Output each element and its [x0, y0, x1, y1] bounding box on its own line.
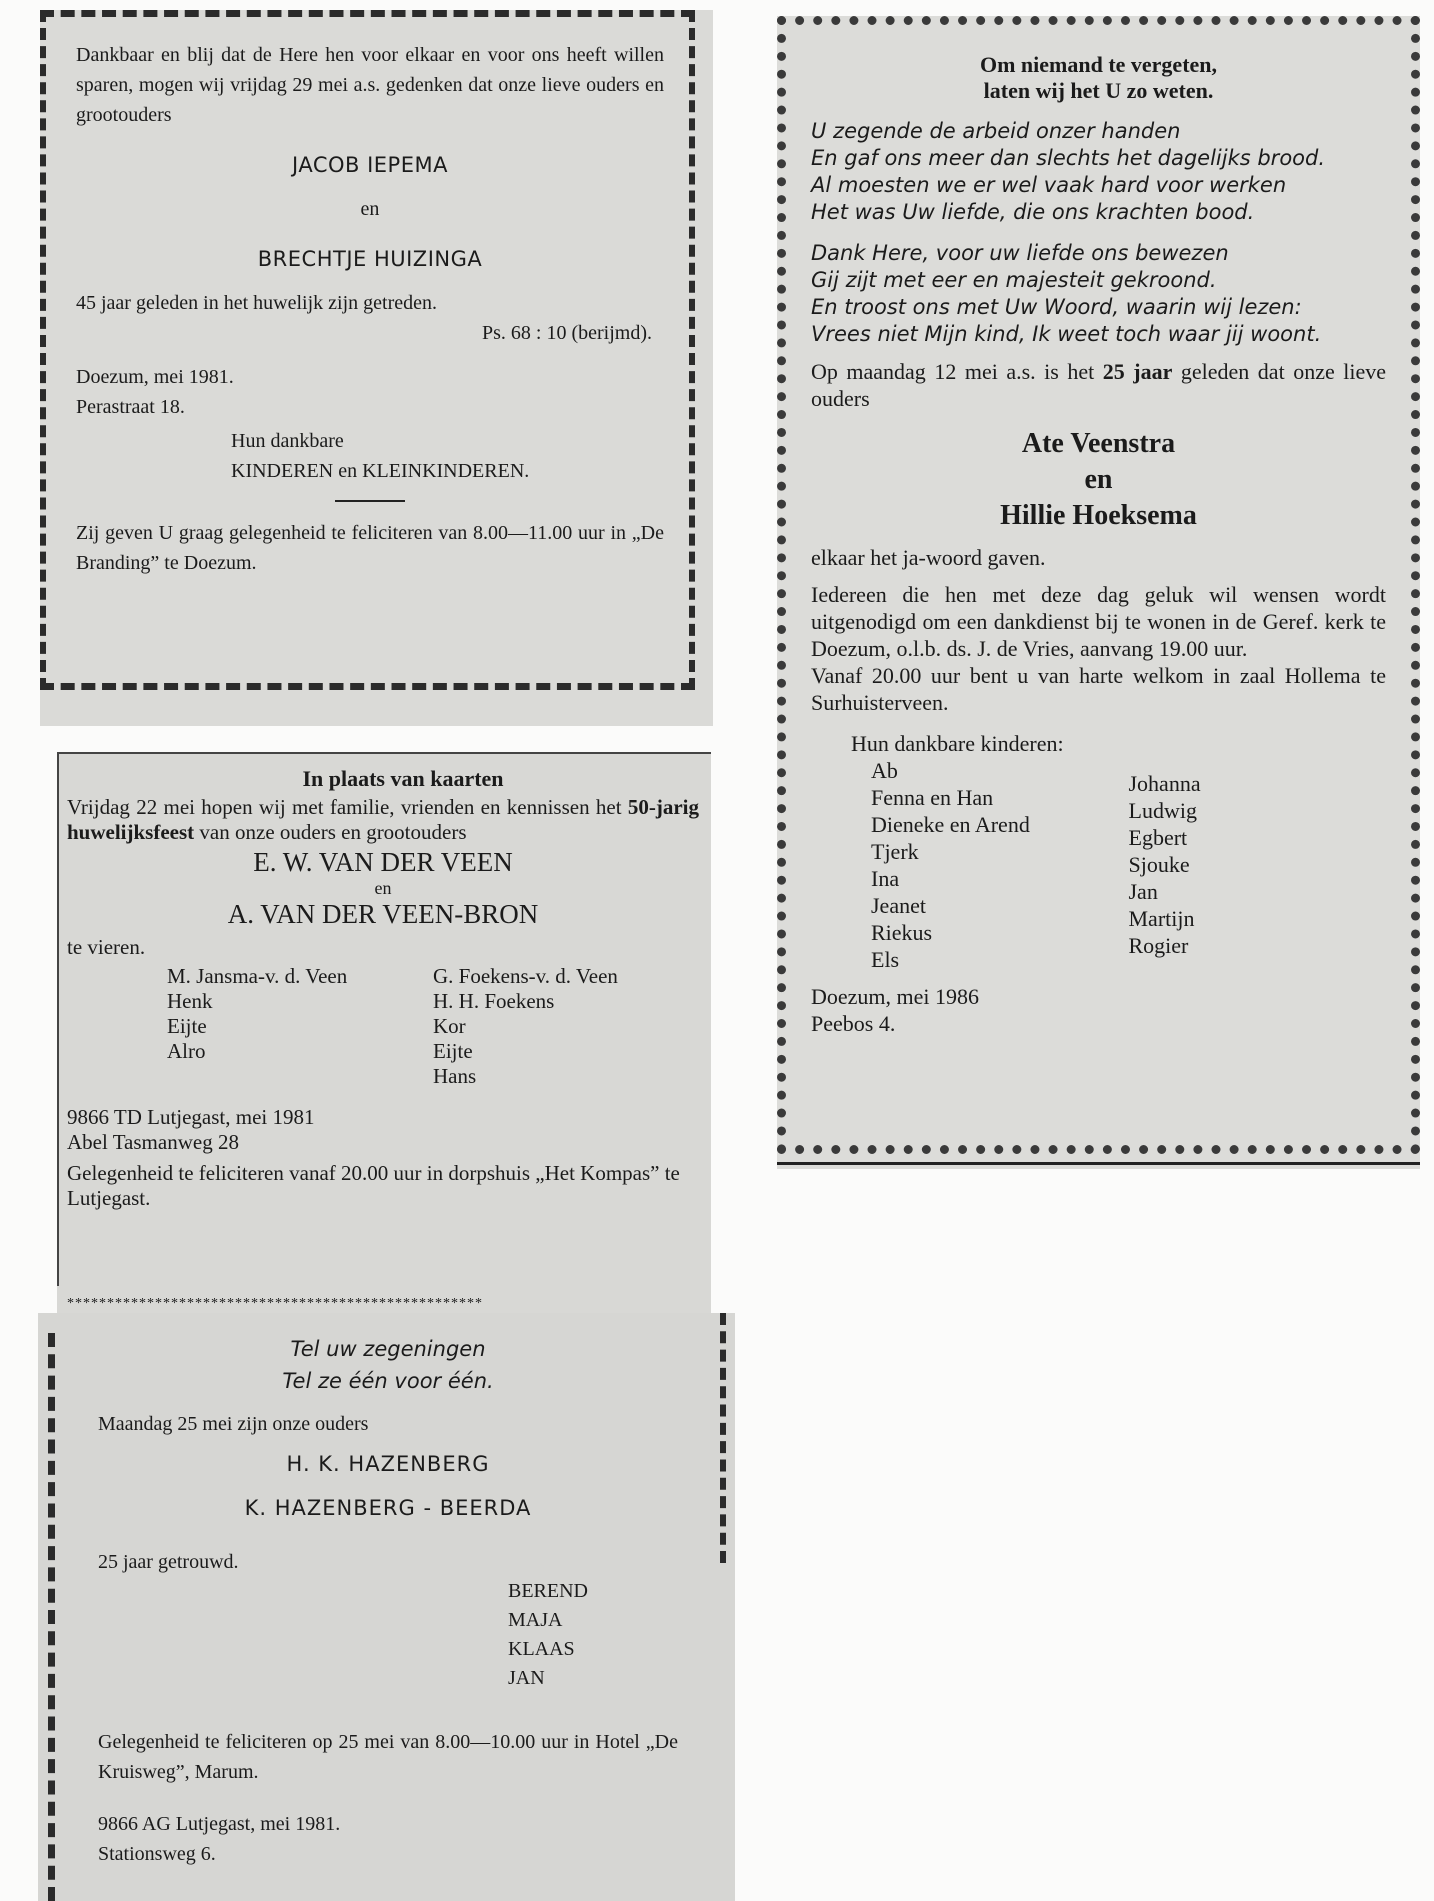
name-husband: H. K. HAZENBERG: [286, 1452, 490, 1476]
clipping-veenstra: [777, 16, 1420, 1169]
clipping-hazenberg: [38, 1313, 735, 1901]
child-name: Jeanet: [871, 893, 926, 918]
top-rule: [57, 752, 711, 754]
child-name: Eijte: [167, 1014, 207, 1038]
child-name: Egbert: [1128, 825, 1188, 850]
poem-line: U zegende de arbeid onzer handen: [811, 119, 1181, 143]
intro-part-a: Op maandag 12 mei a.s. is het: [811, 359, 1103, 384]
child-name: Martijn: [1128, 906, 1195, 931]
address-line-2: Abel Tasmanweg 28: [67, 1130, 239, 1154]
child-name: Alro: [167, 1039, 206, 1063]
children-right: [1129, 757, 1387, 973]
children-columns: [871, 757, 1386, 973]
address-line-1: 9866 TD Lutjegast, mei 1981: [67, 1105, 315, 1129]
place-date: Doezum, mei 1981.: [76, 366, 234, 388]
child-name: G. Foekens-v. d. Veen: [433, 964, 618, 988]
star-border: ****************************************************: [67, 1296, 483, 1311]
years-text: 25 jaar getrouwd.: [98, 1551, 239, 1573]
name-wife: Hillie Hoeksema: [1000, 500, 1197, 531]
poem-line: En gaf ons meer dan slechts het dagelijks brood.: [811, 146, 1326, 170]
footer-text: Zij geven U graag gelegenheid te feliciteren van 8.00—11.00 uur in „De Branding” te Doezum.: [76, 522, 664, 574]
child-name: Johanna: [1128, 771, 1201, 796]
conjunction: en: [1084, 464, 1113, 495]
child-name: Jan: [1128, 879, 1158, 904]
child-name: Hans: [433, 1064, 477, 1088]
footer-text: Gelegenheid te feliciteren op 25 mei van 8.00—10.00 uur in Hotel „De Kruisweg”, Marum.: [98, 1731, 678, 1783]
intro-bold: 25 jaar: [1102, 359, 1173, 384]
signature-intro: Hun dankbare: [231, 430, 344, 452]
invite-text: Iedereen die hen met deze dag geluk wil wensen wordt uitgenodigd om een dankdienst bij te wonen in de Geref. kerk te Doezum, o.l.b. ds. J. de Vries, aanvang 19.00 uur.: [811, 582, 1386, 661]
intro-part-a: Vrijdag 22 mei hopen wij met familie, vrienden en kennissen het: [67, 795, 628, 819]
name-wife: K. HAZENBERG - BEERDA: [244, 1496, 532, 1520]
name-husband: Ate Veenstra: [1021, 428, 1176, 459]
child-name: Sjouke: [1128, 852, 1190, 877]
heading: In plaats van kaarten: [302, 766, 504, 791]
intro-part-b: van onze ouders en grootouders: [194, 820, 467, 844]
child-name: Ludwig: [1128, 798, 1197, 823]
verse-line-1: Tel uw zegeningen: [290, 1337, 486, 1361]
conjunction: en: [360, 198, 380, 220]
child-name: H. H. Foekens: [433, 989, 555, 1013]
child-name: Riekus: [871, 920, 933, 945]
divider: [335, 500, 405, 502]
bottom-rule: [777, 1162, 1420, 1165]
child-name: KLAAS: [508, 1638, 575, 1660]
children-heading: Hun dankbare kinderen:: [851, 731, 1064, 756]
child-name: Fenna en Han: [871, 785, 994, 810]
conjunction: en: [374, 878, 392, 898]
vieren-text: te vieren.: [67, 935, 146, 959]
child-name: Rogier: [1128, 933, 1189, 958]
poem-line: Het was Uw liefde, die ons krachten bood.: [811, 200, 1255, 224]
clipping-van-der-veen: [57, 752, 711, 1316]
heading-line-1: Om niemand te vergeten,: [979, 52, 1218, 77]
address-line-1: 9866 AG Lutjegast, mei 1981.: [98, 1813, 341, 1835]
child-name: M. Jansma-v. d. Veen: [167, 964, 348, 988]
poem-line: En troost ons met Uw Woord, waarin wij lezen:: [811, 295, 1302, 319]
name-husband: JACOB IEPEMA: [292, 153, 448, 177]
child-name: Ab: [871, 758, 898, 783]
intro-text: [67, 795, 699, 845]
child-name: Els: [871, 947, 900, 972]
poem-line: Gij zijt met eer en majesteit gekroond.: [811, 268, 1217, 292]
signature: KINDEREN en KLEINKINDEREN.: [231, 460, 530, 482]
left-dashed-border: [48, 1333, 55, 1901]
child-name: Eijte: [433, 1039, 473, 1063]
street-address: Perastraat 18.: [76, 396, 185, 418]
footer-text: Gelegenheid te feliciteren vanaf 20.00 uur in dorpshuis „Het Kompas” te Lutjegast.: [67, 1161, 680, 1210]
heading-line-2: laten wij het U zo weten.: [983, 78, 1214, 103]
child-name: BEREND: [508, 1580, 588, 1602]
street-address: Peebos 4.: [811, 1011, 896, 1036]
place-date: Doezum, mei 1986: [811, 984, 980, 1009]
address-line-2: Stationsweg 6.: [98, 1843, 216, 1865]
name-wife: A. VAN DER VEEN-BRON: [227, 899, 539, 929]
poem-line: Al moesten we er wel vaak hard voor werken: [811, 173, 1287, 197]
intro-part-b: geleden dat onze lieve ouders: [811, 359, 1386, 411]
intro-text: Dankbaar en blij dat de Here hen voor elkaar en voor ons heeft willen sparen, mogen wij vrijdag 29 mei a.s. gedenken dat onze lieve ouders en grootouders: [76, 44, 664, 126]
child-name: Dieneke en Arend: [871, 812, 1030, 837]
poem-line: Dank Here, voor uw liefde ons bewezen: [811, 241, 1229, 265]
jawoord-text: elkaar het ja-woord gaven.: [811, 545, 1046, 570]
child-name: Kor: [433, 1014, 466, 1038]
child-name: Tjerk: [871, 839, 919, 864]
poem: [811, 118, 1386, 348]
clipping-iepema: [40, 10, 713, 726]
child-name: JAN: [508, 1667, 545, 1689]
right-dashed-border: [720, 1313, 726, 1563]
children-left: [871, 757, 1129, 973]
children-right: [433, 964, 699, 1089]
intro-text: [811, 358, 1386, 412]
name-husband: E. W. VAN DER VEEN: [253, 847, 513, 877]
verse-line-2: Tel ze één voor één.: [282, 1369, 494, 1393]
children-list: [508, 1577, 678, 1693]
name-wife: BRECHTJE HUIZINGA: [257, 247, 483, 271]
child-name: MAJA: [508, 1609, 563, 1631]
intro-bold: 50-jarig huwelijksfeest: [67, 795, 699, 844]
psalm-ref: Ps. 68 : 10 (berijmd).: [482, 322, 652, 344]
years-text: 45 jaar geleden in het huwelijk zijn getreden.: [76, 292, 437, 314]
children-left: [167, 964, 433, 1089]
child-name: Ina: [871, 866, 900, 891]
children-columns: [167, 964, 699, 1089]
left-rule: [57, 752, 59, 1286]
poem-line: Vrees niet Mijn kind, Ik weet toch waar jij woont.: [811, 322, 1322, 346]
child-name: Henk: [167, 989, 213, 1013]
evening-text: Vanaf 20.00 uur bent u van harte welkom in zaal Hollema te Surhuisterveen.: [811, 663, 1386, 715]
intro-text: Maandag 25 mei zijn onze ouders: [98, 1413, 369, 1435]
